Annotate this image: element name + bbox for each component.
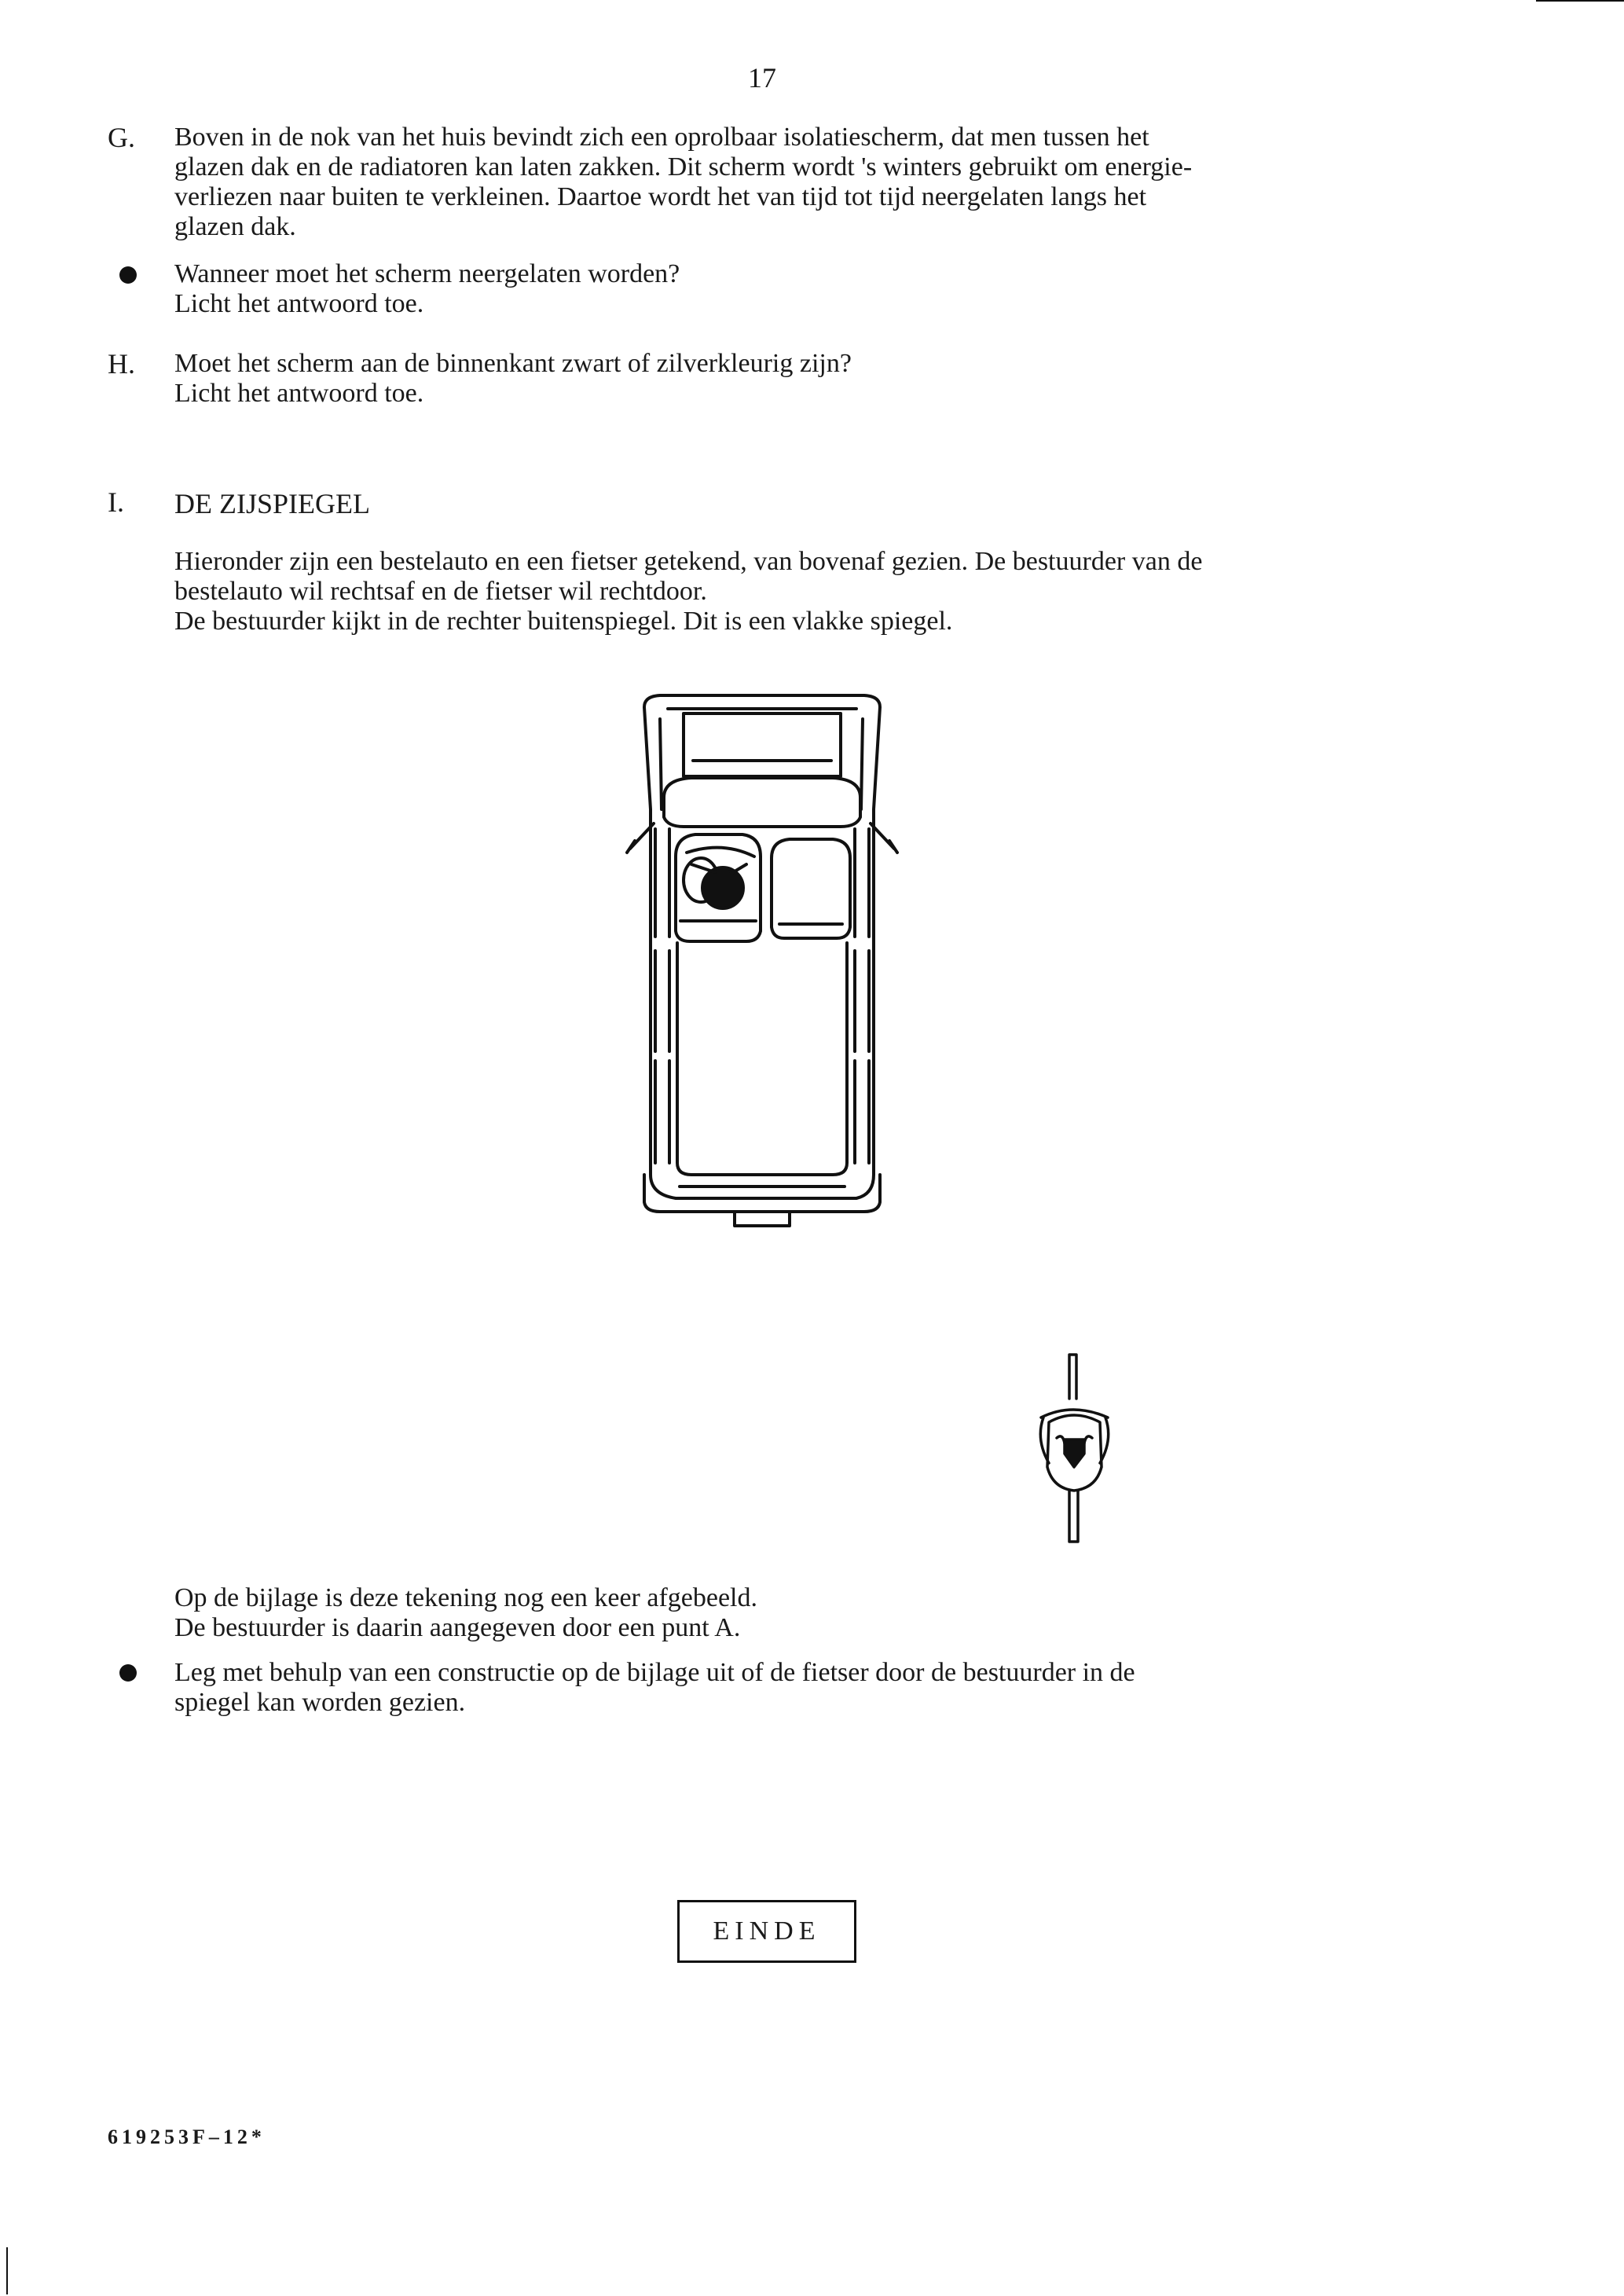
van-drawing bbox=[605, 691, 919, 1242]
section-g-marker: G. bbox=[108, 122, 135, 153]
bullet-icon bbox=[119, 266, 137, 284]
section-i-intro-line: Hieronder zijn een bestelauto en een fietser getekend, van bovenaf gezien. De bestuurder van de bbox=[174, 547, 1203, 576]
question-g-line: Wanneer moet het scherm neergelaten worden? bbox=[174, 259, 680, 288]
section-i-question-line: spiegel kan worden gezien. bbox=[174, 1688, 466, 1717]
section-g-line: glazen dak. bbox=[174, 212, 296, 241]
scan-edge-line bbox=[1536, 0, 1624, 2]
section-h-line: Moet het scherm aan de binnenkant zwart of zilverkleurig zijn? bbox=[174, 349, 852, 378]
section-i-intro-line: De bestuurder kijkt in de rechter buitenspiegel. Dit is een vlakke spiegel. bbox=[174, 607, 953, 636]
scan-edge-line bbox=[6, 2247, 8, 2294]
section-h-line: Licht het antwoord toe. bbox=[174, 379, 424, 408]
section-h-marker: H. bbox=[108, 348, 135, 380]
section-g-text bbox=[174, 123, 1400, 242]
footer-code: 619253F–12* bbox=[108, 2125, 266, 2148]
section-h-text bbox=[174, 349, 1400, 409]
section-g-line: glazen dak en de radiatoren kan laten zakken. Dit scherm wordt 's winters gebruikt om energie- bbox=[174, 152, 1193, 182]
section-i-question bbox=[174, 1658, 1400, 1718]
end-box bbox=[677, 1900, 856, 1963]
section-g-line: verliezen naar buiten te verkleinen. Daartoe wordt het van tijd tot tijd neergelaten langs het bbox=[174, 182, 1147, 211]
section-i-after bbox=[174, 1583, 1400, 1643]
section-i-heading: DE ZIJSPIEGEL bbox=[174, 488, 370, 519]
section-i-question-line: Leg met behulp van een constructie op de bijlage uit of de fietser door de bestuurder in de bbox=[174, 1658, 1135, 1687]
end-label: EINDE bbox=[713, 1916, 821, 1946]
section-i-intro bbox=[174, 547, 1400, 636]
question-g-line: Licht het antwoord toe. bbox=[174, 289, 424, 318]
section-i-marker: I. bbox=[108, 486, 124, 518]
bullet-icon bbox=[119, 1664, 137, 1682]
section-g-line: Boven in de nok van het huis bevindt zich een oprolbaar isolatiescherm, dat men tussen het bbox=[174, 123, 1149, 152]
page-number: 17 bbox=[748, 62, 776, 94]
cyclist-drawing bbox=[1029, 1353, 1120, 1546]
section-i-intro-line: bestelauto wil rechtsaf en de fietser wil rechtdoor. bbox=[174, 577, 707, 606]
question-g-text bbox=[174, 259, 1400, 319]
section-i-after-line: De bestuurder is daarin aangegeven door een punt A. bbox=[174, 1613, 741, 1642]
section-i-after-line: Op de bijlage is deze tekening nog een keer afgebeeld. bbox=[174, 1583, 758, 1612]
